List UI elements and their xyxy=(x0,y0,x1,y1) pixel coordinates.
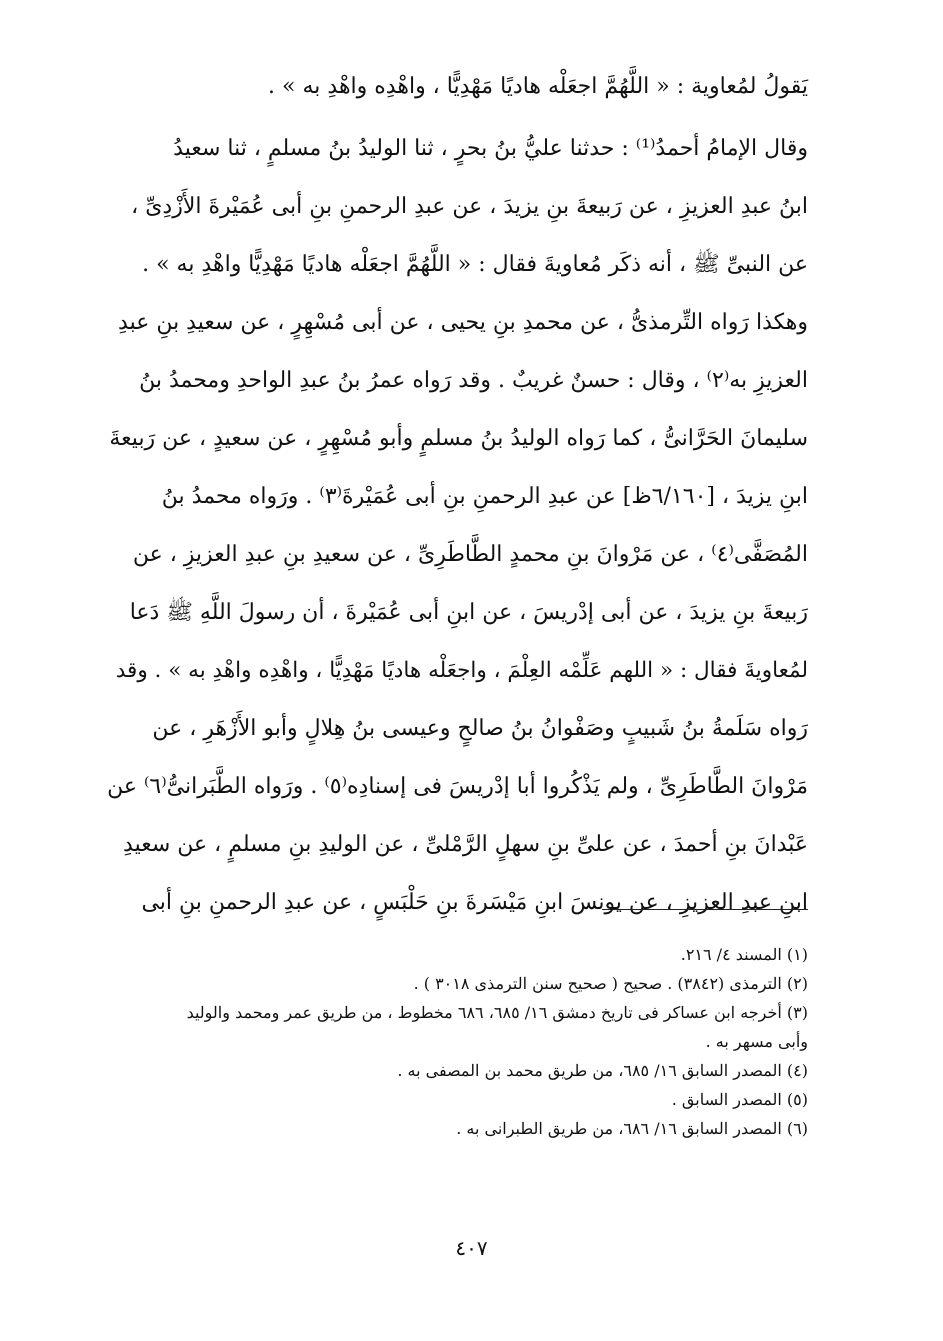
footnote-2: (٢) الترمذى (٣٨٤٢) . صحيح ( صحيح سنن الترمذى ٣٠١٨ ) . xyxy=(413,974,808,993)
text-line-4: عن النبىِّ ﷺ ، أنه ذكَر مُعاويةَ فقال : « اللَّهُمَّ اجعَلْه هاديًا مَهْدِيًّا واهْدِ به » . xyxy=(142,252,808,277)
footnotes xyxy=(100,940,808,1143)
text-line-5: وهكذا رَواه التِّرمذىُّ ، عن محمدِ بنِ يحيى ، عن أبى مُسْهِرٍ ، عن سعيدِ بنِ عبدِ xyxy=(118,310,808,335)
text-line-1: يَقولُ لمُعاوية : « اللَّهُمَّ اجعَلْه هاديًا مَهْدِيًّا ، واهْدِه واهْدِ به » . xyxy=(268,74,808,99)
text-line-9: المُصَفَّى⁽٤⁾ ، عن مَرْوانَ بنِ محمدٍ الطَّاطَرِىِّ ، عن سعيدِ بنِ عبدِ العزيزِ ، عن xyxy=(132,542,808,567)
text-line-7: سليمانَ الحَرَّانىُّ ، كما رَواه الوليدُ بنُ مسلمٍ وأبو مُسْهِرٍ ، عن سعيدٍ ، عن رَبيعةَ xyxy=(109,426,808,451)
text-line-15: ابنِ عبدِ العزيزِ ، عن يونسَ ابنِ مَيْسَرةَ بنِ حَلْبَسٍ ، عن عبدِ الرحمنِ بنِ أبى xyxy=(141,890,808,915)
main-text xyxy=(102,58,808,932)
text-line-12: رَواه سَلَمةُ بنُ شَبيبٍ وصَفْوانُ بنُ صالحٍ وعيسى بنُ هِلالٍ وأبو الأَزْهَرِ ، عن xyxy=(152,716,808,741)
text-line-2: وقال الإمامُ أحمدُ⁽¹⁾ : حدثنا عليُّ بنُ بحرٍ ، ثنا الوليدُ بنُ مسلمٍ ، ثنا سعيدُ xyxy=(173,136,808,161)
text-line-11: لمُعاويةَ فقال : « اللهم عَلِّمْه العِلْمَ ، واجعَلْه هاديًا مَهْدِيًّا ، واهْدِه واهْدِ به » . وقد xyxy=(115,658,808,683)
text-line-8: ابنِ يزيدَ ، [٦/١٦٠ظ] عن عبدِ الرحمنِ بنِ أبى عُمَيْرةَ⁽٣⁾ . ورَواه محمدُ بنُ xyxy=(161,484,808,509)
page-number: ٤٠٧ xyxy=(455,1236,488,1260)
text-line-6: العزيزِ به⁽٢⁾ ، وقال : حسنٌ غريبٌ . وقد رَواه عمرُ بنُ عبدِ الواحدِ ومحمدُ بنُ xyxy=(139,368,808,393)
text-line-10: رَبيعةَ بنِ يزيدَ ، عن أبى إدْريسَ ، عن ابنِ أبى عُمَيْرةَ ، أن رسولَ اللَّهِ ﷺ دَعا xyxy=(129,600,808,625)
footnote-3: (٣) أخرجه ابن عساكر فى تاريخ دمشق ١٦/ ٦٨٥، ٦٨٦ مخطوط ، من طريق عمر ومحمد والوليد xyxy=(186,1003,808,1022)
text-line-13: مَرْوانَ الطَّاطَرِىِّ ، ولم يَذْكُروا أبا إدْريسَ فى إسنادِه⁽٥⁾ . ورَواه الطَّبَرانىُّ⁽٦⁾ عن xyxy=(107,774,808,799)
text-line-14: عَبْدانَ بنِ أحمدَ ، عن علىِّ بنِ سهلٍ الرَّمْلىِّ ، عن الوليدِ بنِ مسلمٍ ، عن سعيدِ xyxy=(123,832,808,857)
text-line-3: ابنُ عبدِ العزيزِ ، عن رَبيعةَ بنِ يزيدَ ، عن عبدِ الرحمنِ بنِ أبى عُمَيْرةَ الأَزْدِىِّ ، xyxy=(131,194,808,219)
footnote-separator xyxy=(602,909,808,910)
footnote-5: (٥) المصدر السابق . xyxy=(671,1090,808,1109)
footnote-3-continuation: وأبى مسهر به . xyxy=(705,1032,808,1051)
footnote-1: (١) المسند ٤/ ٢١٦. xyxy=(680,945,808,964)
footnote-6: (٦) المصدر السابق ١٦/ ٦٨٦، من طريق الطبرانى به . xyxy=(456,1119,808,1138)
footnote-4: (٤) المصدر السابق ١٦/ ٦٨٥، من طريق محمد بن المصفى به . xyxy=(397,1061,808,1080)
